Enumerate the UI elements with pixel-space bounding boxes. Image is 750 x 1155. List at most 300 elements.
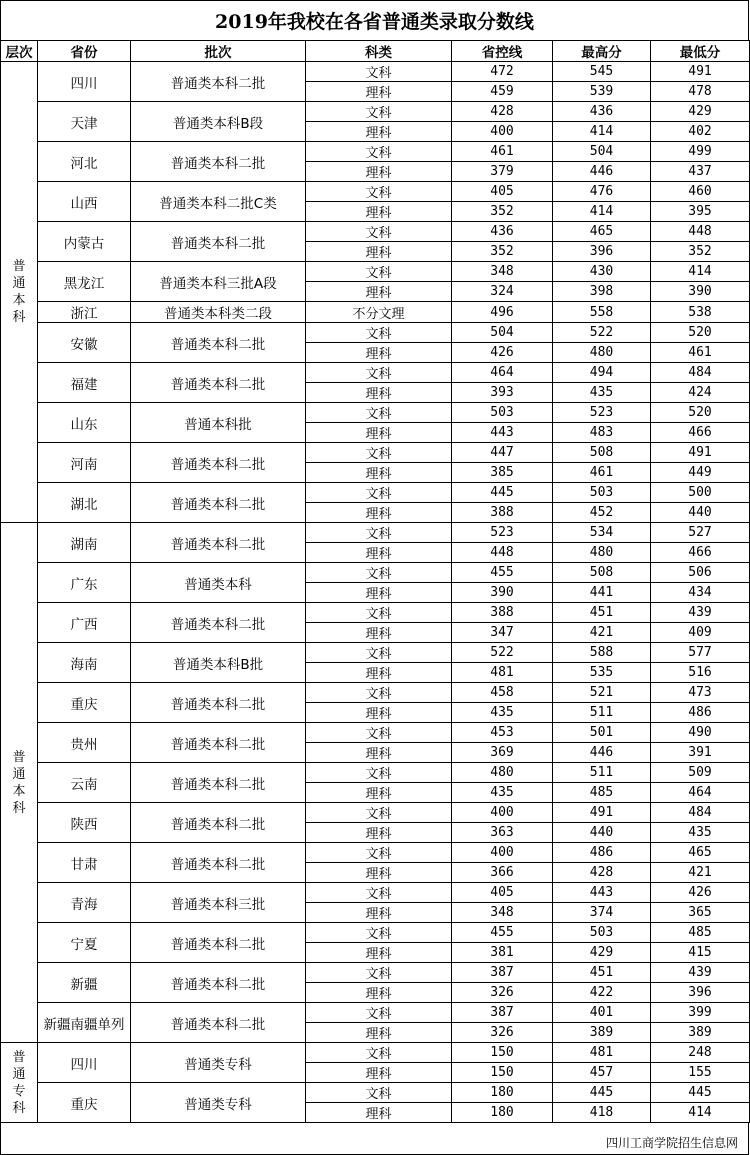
max-score-cell: 522 [553, 323, 651, 343]
control-line-cell: 381 [452, 943, 553, 963]
batch-cell: 普通类本科三批 [131, 883, 306, 923]
table-row [1, 963, 750, 983]
max-score-cell: 421 [553, 623, 651, 643]
control-line-cell: 400 [452, 122, 553, 142]
max-score-cell: 429 [553, 943, 651, 963]
min-score-cell: 486 [651, 703, 750, 723]
min-score-cell: 414 [651, 1103, 750, 1123]
control-line-cell: 480 [452, 763, 553, 783]
table-row [1, 883, 750, 903]
header-province: 省份 [38, 41, 131, 62]
control-line-cell: 348 [452, 903, 553, 923]
max-score-cell: 452 [553, 503, 651, 523]
control-line-cell: 390 [452, 583, 553, 603]
province-cell: 河南 [38, 443, 131, 483]
max-score-cell: 401 [553, 1003, 651, 1023]
table-row [1, 843, 750, 863]
min-score-cell: 439 [651, 603, 750, 623]
category-cell: 理科 [306, 242, 452, 262]
admission-score-table [0, 40, 750, 1123]
header-min-score: 最低分 [651, 41, 750, 62]
min-score-cell: 527 [651, 523, 750, 543]
control-line-cell: 445 [452, 483, 553, 503]
control-line-cell: 435 [452, 783, 553, 803]
category-cell: 文科 [306, 963, 452, 983]
control-line-cell: 496 [452, 302, 553, 323]
min-score-cell: 424 [651, 383, 750, 403]
table-row [1, 403, 750, 423]
min-score-cell: 439 [651, 963, 750, 983]
min-score-cell: 399 [651, 1003, 750, 1023]
control-line-cell: 435 [452, 703, 553, 723]
table-row [1, 643, 750, 663]
control-line-cell: 523 [452, 523, 553, 543]
max-score-cell: 428 [553, 863, 651, 883]
table-row [1, 603, 750, 623]
control-line-cell: 504 [452, 323, 553, 343]
min-score-cell: 429 [651, 102, 750, 122]
table-row [1, 62, 750, 82]
batch-cell: 普通类本科二批 [131, 803, 306, 843]
min-score-cell: 426 [651, 883, 750, 903]
category-cell: 文科 [306, 603, 452, 623]
level-cell [1, 1043, 38, 1123]
category-cell: 理科 [306, 823, 452, 843]
batch-cell: 普通类本科 [131, 563, 306, 603]
batch-cell: 普通类专科 [131, 1043, 306, 1083]
table-row [1, 363, 750, 383]
max-score-cell: 441 [553, 583, 651, 603]
header-max-score: 最高分 [553, 41, 651, 62]
min-score-cell: 491 [651, 62, 750, 82]
max-score-cell: 521 [553, 683, 651, 703]
max-score-cell: 480 [553, 343, 651, 363]
control-line-cell: 405 [452, 182, 553, 202]
category-cell: 理科 [306, 623, 452, 643]
province-cell: 四川 [38, 62, 131, 102]
category-cell: 文科 [306, 763, 452, 783]
province-cell: 宁夏 [38, 923, 131, 963]
category-cell: 文科 [306, 1003, 452, 1023]
category-cell: 文科 [306, 883, 452, 903]
min-score-cell: 449 [651, 463, 750, 483]
max-score-cell: 476 [553, 182, 651, 202]
control-line-cell: 503 [452, 403, 553, 423]
category-cell: 理科 [306, 1063, 452, 1083]
min-score-cell: 389 [651, 1023, 750, 1043]
min-score-cell: 520 [651, 403, 750, 423]
batch-cell: 普通类本科二批 [131, 763, 306, 803]
category-cell: 文科 [306, 443, 452, 463]
province-cell: 天津 [38, 102, 131, 142]
max-score-cell: 485 [553, 783, 651, 803]
min-score-cell: 466 [651, 423, 750, 443]
control-line-cell: 448 [452, 543, 553, 563]
control-line-cell: 464 [452, 363, 553, 383]
table-row [1, 222, 750, 242]
category-cell: 文科 [306, 182, 452, 202]
max-score-cell: 435 [553, 383, 651, 403]
category-cell: 文科 [306, 723, 452, 743]
min-score-cell: 434 [651, 583, 750, 603]
min-score-cell: 421 [651, 863, 750, 883]
max-score-cell: 511 [553, 763, 651, 783]
table-row [1, 443, 750, 463]
control-line-cell: 180 [452, 1103, 553, 1123]
category-cell: 理科 [306, 783, 452, 803]
level-cell [1, 62, 38, 523]
level-label: 普通本科 [12, 749, 26, 816]
batch-cell: 普通类本科二批 [131, 483, 306, 523]
batch-cell: 普通类本科二批 [131, 523, 306, 563]
max-score-cell: 398 [553, 282, 651, 302]
category-cell: 理科 [306, 343, 452, 363]
min-score-cell: 520 [651, 323, 750, 343]
control-line-cell: 180 [452, 1083, 553, 1103]
control-line-cell: 388 [452, 603, 553, 623]
min-score-cell: 464 [651, 783, 750, 803]
category-cell: 理科 [306, 703, 452, 723]
max-score-cell: 422 [553, 983, 651, 1003]
max-score-cell: 508 [553, 563, 651, 583]
min-score-cell: 509 [651, 763, 750, 783]
table-row [1, 1083, 750, 1103]
footer-source-text: 四川工商学院招生信息网 [605, 1136, 738, 1150]
province-cell: 湖南 [38, 523, 131, 563]
max-score-cell: 558 [553, 302, 651, 323]
batch-cell: 普通类本科类二段 [131, 302, 306, 323]
max-score-cell: 486 [553, 843, 651, 863]
control-line-cell: 326 [452, 1023, 553, 1043]
min-score-cell: 409 [651, 623, 750, 643]
table-row [1, 683, 750, 703]
batch-cell: 普通类本科二批 [131, 683, 306, 723]
control-line-cell: 405 [452, 883, 553, 903]
control-line-cell: 461 [452, 142, 553, 162]
province-cell: 新疆南疆单列 [38, 1003, 131, 1043]
min-score-cell: 466 [651, 543, 750, 563]
category-cell: 文科 [306, 483, 452, 503]
max-score-cell: 445 [553, 1083, 651, 1103]
min-score-cell: 155 [651, 1063, 750, 1083]
batch-cell: 普通类本科二批 [131, 843, 306, 883]
control-line-cell: 400 [452, 843, 553, 863]
max-score-cell: 480 [553, 543, 651, 563]
province-cell: 云南 [38, 763, 131, 803]
category-cell: 理科 [306, 943, 452, 963]
category-cell: 文科 [306, 102, 452, 122]
control-line-cell: 455 [452, 563, 553, 583]
max-score-cell: 414 [553, 122, 651, 142]
batch-cell: 普通类专科 [131, 1083, 306, 1123]
category-cell: 理科 [306, 663, 452, 683]
max-score-cell: 508 [553, 443, 651, 463]
category-cell: 理科 [306, 903, 452, 923]
batch-cell: 普通类本科二批C类 [131, 182, 306, 222]
level-label: 普通专科 [12, 1049, 26, 1116]
control-line-cell: 400 [452, 803, 553, 823]
province-cell: 重庆 [38, 1083, 131, 1123]
table-row [1, 523, 750, 543]
province-cell: 青海 [38, 883, 131, 923]
batch-cell: 普通类本科二批 [131, 323, 306, 363]
header-batch: 批次 [131, 41, 306, 62]
table-title: 2019年我校在各省普通类录取分数线 [0, 0, 749, 41]
province-cell: 甘肃 [38, 843, 131, 883]
category-cell: 文科 [306, 643, 452, 663]
max-score-cell: 504 [553, 142, 651, 162]
control-line-cell: 393 [452, 383, 553, 403]
header-control-line: 省控线 [452, 41, 553, 62]
min-score-cell: 538 [651, 302, 750, 323]
min-score-cell: 352 [651, 242, 750, 262]
province-cell: 海南 [38, 643, 131, 683]
max-score-cell: 539 [553, 82, 651, 102]
batch-cell: 普通类本科二批 [131, 443, 306, 483]
category-cell: 文科 [306, 923, 452, 943]
min-score-cell: 440 [651, 503, 750, 523]
category-cell: 文科 [306, 1083, 452, 1103]
control-line-cell: 447 [452, 443, 553, 463]
max-score-cell: 494 [553, 363, 651, 383]
category-cell: 理科 [306, 122, 452, 142]
batch-cell: 普通类本科二批 [131, 363, 306, 403]
control-line-cell: 436 [452, 222, 553, 242]
min-score-cell: 415 [651, 943, 750, 963]
footer-bar [0, 1122, 749, 1155]
category-cell: 文科 [306, 363, 452, 383]
min-score-cell: 461 [651, 343, 750, 363]
control-line-cell: 363 [452, 823, 553, 843]
batch-cell: 普通类本科二批 [131, 923, 306, 963]
control-line-cell: 458 [452, 683, 553, 703]
max-score-cell: 446 [553, 162, 651, 182]
min-score-cell: 465 [651, 843, 750, 863]
province-cell: 贵州 [38, 723, 131, 763]
min-score-cell: 448 [651, 222, 750, 242]
max-score-cell: 389 [553, 1023, 651, 1043]
table-row [1, 102, 750, 122]
province-cell: 湖北 [38, 483, 131, 523]
control-line-cell: 387 [452, 1003, 553, 1023]
max-score-cell: 374 [553, 903, 651, 923]
header-row [1, 41, 750, 62]
max-score-cell: 446 [553, 743, 651, 763]
category-cell: 文科 [306, 563, 452, 583]
control-line-cell: 348 [452, 262, 553, 282]
batch-cell: 普通类本科二批 [131, 1003, 306, 1043]
category-cell: 理科 [306, 503, 452, 523]
province-cell: 内蒙古 [38, 222, 131, 262]
control-line-cell: 388 [452, 503, 553, 523]
control-line-cell: 387 [452, 963, 553, 983]
control-line-cell: 150 [452, 1043, 553, 1063]
batch-cell: 普通类本科B批 [131, 643, 306, 683]
province-cell: 重庆 [38, 683, 131, 723]
control-line-cell: 347 [452, 623, 553, 643]
table-row [1, 923, 750, 943]
category-cell: 文科 [306, 403, 452, 423]
control-line-cell: 459 [452, 82, 553, 102]
max-score-cell: 451 [553, 603, 651, 623]
category-cell: 理科 [306, 543, 452, 563]
min-score-cell: 478 [651, 82, 750, 102]
province-cell: 浙江 [38, 302, 131, 323]
control-line-cell: 352 [452, 202, 553, 222]
min-score-cell: 500 [651, 483, 750, 503]
max-score-cell: 457 [553, 1063, 651, 1083]
table-row [1, 1003, 750, 1023]
min-score-cell: 365 [651, 903, 750, 923]
province-cell: 福建 [38, 363, 131, 403]
control-line-cell: 369 [452, 743, 553, 763]
max-score-cell: 430 [553, 262, 651, 282]
table-row [1, 563, 750, 583]
category-cell: 文科 [306, 62, 452, 82]
min-score-cell: 435 [651, 823, 750, 843]
control-line-cell: 324 [452, 282, 553, 302]
category-cell: 文科 [306, 142, 452, 162]
max-score-cell: 511 [553, 703, 651, 723]
category-cell: 文科 [306, 523, 452, 543]
min-score-cell: 396 [651, 983, 750, 1003]
control-line-cell: 385 [452, 463, 553, 483]
category-cell: 理科 [306, 202, 452, 222]
table-row [1, 723, 750, 743]
control-line-cell: 426 [452, 343, 553, 363]
min-score-cell: 490 [651, 723, 750, 743]
min-score-cell: 506 [651, 563, 750, 583]
control-line-cell: 522 [452, 643, 553, 663]
min-score-cell: 516 [651, 663, 750, 683]
control-line-cell: 453 [452, 723, 553, 743]
min-score-cell: 499 [651, 142, 750, 162]
min-score-cell: 445 [651, 1083, 750, 1103]
category-cell: 文科 [306, 683, 452, 703]
max-score-cell: 418 [553, 1103, 651, 1123]
min-score-cell: 577 [651, 643, 750, 663]
max-score-cell: 483 [553, 423, 651, 443]
table-row [1, 1043, 750, 1063]
max-score-cell: 414 [553, 202, 651, 222]
category-cell: 理科 [306, 1103, 452, 1123]
category-cell: 理科 [306, 1023, 452, 1043]
table-row [1, 262, 750, 282]
category-cell: 文科 [306, 323, 452, 343]
batch-cell: 普通类本科二批 [131, 62, 306, 102]
min-score-cell: 484 [651, 363, 750, 383]
max-score-cell: 523 [553, 403, 651, 423]
category-cell: 理科 [306, 82, 452, 102]
table-row [1, 483, 750, 503]
province-cell: 黑龙江 [38, 262, 131, 302]
min-score-cell: 491 [651, 443, 750, 463]
control-line-cell: 150 [452, 1063, 553, 1083]
max-score-cell: 451 [553, 963, 651, 983]
max-score-cell: 440 [553, 823, 651, 843]
table-row [1, 182, 750, 202]
province-cell: 山东 [38, 403, 131, 443]
max-score-cell: 503 [553, 923, 651, 943]
category-cell: 文科 [306, 1043, 452, 1063]
category-cell: 文科 [306, 843, 452, 863]
control-line-cell: 443 [452, 423, 553, 443]
control-line-cell: 455 [452, 923, 553, 943]
min-score-cell: 473 [651, 683, 750, 703]
category-cell: 理科 [306, 423, 452, 443]
table-row [1, 763, 750, 783]
control-line-cell: 379 [452, 162, 553, 182]
batch-cell: 普通类本科二批 [131, 142, 306, 182]
level-cell [1, 523, 38, 1043]
max-score-cell: 545 [553, 62, 651, 82]
max-score-cell: 481 [553, 1043, 651, 1063]
max-score-cell: 461 [553, 463, 651, 483]
batch-cell: 普通类本科二批 [131, 222, 306, 262]
province-cell: 新疆 [38, 963, 131, 1003]
max-score-cell: 503 [553, 483, 651, 503]
max-score-cell: 465 [553, 222, 651, 242]
category-cell: 理科 [306, 162, 452, 182]
min-score-cell: 460 [651, 182, 750, 202]
category-cell: 理科 [306, 383, 452, 403]
province-cell: 四川 [38, 1043, 131, 1083]
max-score-cell: 491 [553, 803, 651, 823]
category-cell: 文科 [306, 803, 452, 823]
category-cell: 文科 [306, 262, 452, 282]
category-cell: 文科 [306, 222, 452, 242]
max-score-cell: 501 [553, 723, 651, 743]
province-cell: 河北 [38, 142, 131, 182]
min-score-cell: 395 [651, 202, 750, 222]
batch-cell: 普通类本科二批 [131, 603, 306, 643]
category-cell: 理科 [306, 863, 452, 883]
category-cell: 理科 [306, 463, 452, 483]
category-cell: 理科 [306, 743, 452, 763]
batch-cell: 普通类本科二批 [131, 723, 306, 763]
category-cell: 理科 [306, 583, 452, 603]
table-row [1, 142, 750, 162]
batch-cell: 普通本科批 [131, 403, 306, 443]
max-score-cell: 396 [553, 242, 651, 262]
header-category: 科类 [306, 41, 452, 62]
min-score-cell: 437 [651, 162, 750, 182]
category-cell: 理科 [306, 282, 452, 302]
category-cell: 理科 [306, 983, 452, 1003]
min-score-cell: 402 [651, 122, 750, 142]
control-line-cell: 472 [452, 62, 553, 82]
control-line-cell: 326 [452, 983, 553, 1003]
min-score-cell: 414 [651, 262, 750, 282]
table-row [1, 302, 750, 323]
province-cell: 陕西 [38, 803, 131, 843]
province-cell: 安徽 [38, 323, 131, 363]
max-score-cell: 443 [553, 883, 651, 903]
max-score-cell: 436 [553, 102, 651, 122]
province-cell: 山西 [38, 182, 131, 222]
control-line-cell: 352 [452, 242, 553, 262]
category-cell: 不分文理 [306, 302, 452, 323]
batch-cell: 普通类本科三批A段 [131, 262, 306, 302]
min-score-cell: 485 [651, 923, 750, 943]
batch-cell: 普通类本科二批 [131, 963, 306, 1003]
control-line-cell: 366 [452, 863, 553, 883]
min-score-cell: 248 [651, 1043, 750, 1063]
max-score-cell: 534 [553, 523, 651, 543]
min-score-cell: 391 [651, 743, 750, 763]
min-score-cell: 390 [651, 282, 750, 302]
max-score-cell: 588 [553, 643, 651, 663]
